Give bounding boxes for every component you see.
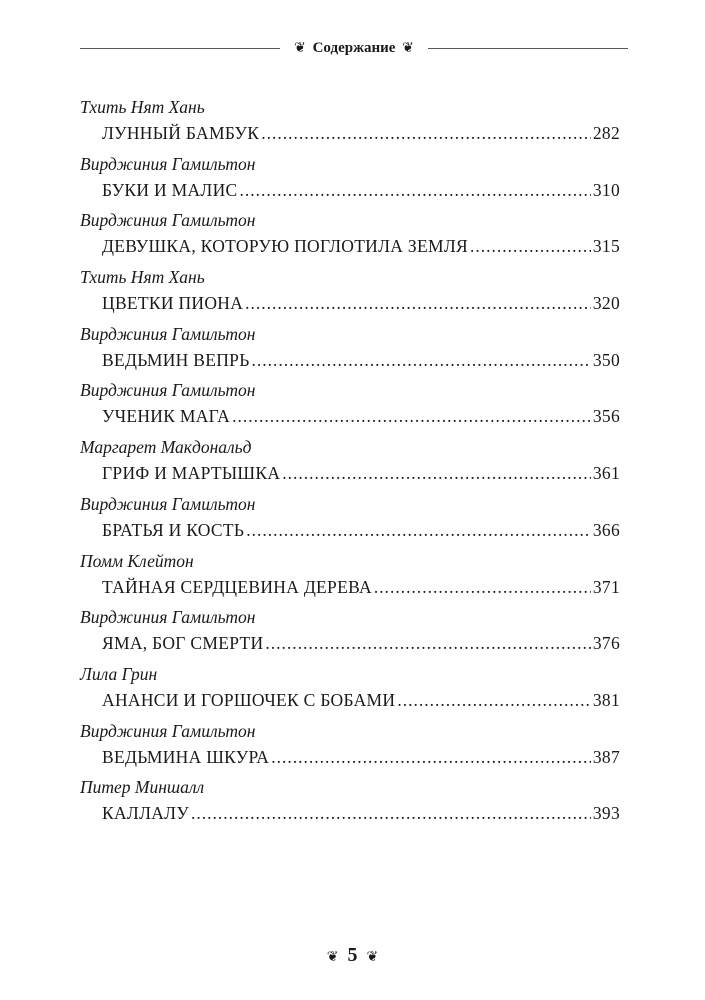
toc-entry[interactable] xyxy=(80,151,620,208)
toc-page: 282 xyxy=(592,123,620,143)
toc-author: Тхить Нят Хань xyxy=(80,97,205,117)
toc-author: Тхить Нят Хань xyxy=(80,267,205,288)
fleuron-left-icon: ❦ xyxy=(326,950,339,965)
toc-author: Вирджиния Гамильтон xyxy=(80,153,256,174)
running-header xyxy=(80,36,628,60)
toc-author: Вирджиния Гамильтон xyxy=(80,210,256,231)
toc-page: 371 xyxy=(592,576,620,597)
toc-author: Питер Миншалл xyxy=(80,777,205,798)
toc-entry[interactable] xyxy=(80,491,620,548)
toc-title: АНАНСИ И ГОРШОЧЕК С БОБАМИ xyxy=(102,689,396,710)
dot-leader xyxy=(282,460,591,486)
toc-page: 393 xyxy=(592,803,620,824)
toc-title: КАЛЛАЛУ xyxy=(102,803,190,824)
toc-entry[interactable] xyxy=(80,321,620,378)
dot-leader xyxy=(252,347,591,373)
dot-leader xyxy=(246,517,591,543)
page-footer xyxy=(0,944,705,967)
toc-title: ЯМА, БОГ СМЕРТИ xyxy=(102,633,264,654)
toc-entry[interactable] xyxy=(80,661,620,718)
toc-page: 376 xyxy=(592,633,620,654)
toc-entry[interactable] xyxy=(80,604,620,661)
toc-author: Вирджиния Гамильтон xyxy=(80,323,256,344)
dot-leader xyxy=(271,744,591,770)
toc-title: ЦВЕТКИ ПИОНА xyxy=(102,293,244,314)
dot-leader xyxy=(470,233,591,259)
page-number: 5 xyxy=(347,944,358,966)
dot-leader xyxy=(191,800,591,826)
header-title: Содержание xyxy=(312,40,396,56)
dot-leader xyxy=(265,630,590,656)
toc-author: Вирджиния Гамильтон xyxy=(80,607,256,628)
dot-leader xyxy=(261,120,591,146)
toc-entry[interactable] xyxy=(80,718,620,775)
dot-leader xyxy=(240,177,591,203)
toc-page: 366 xyxy=(592,519,620,540)
toc-author: Маргарет Макдональд xyxy=(80,437,252,458)
toc-page: 356 xyxy=(592,406,620,427)
toc-author: Помм Клейтон xyxy=(80,550,194,571)
toc-entry[interactable] xyxy=(80,548,620,605)
header-title-block xyxy=(80,36,628,61)
toc-title: ТАЙНАЯ СЕРДЦЕВИНА ДЕРЕВА xyxy=(102,576,372,597)
toc-page: 310 xyxy=(592,179,620,200)
toc-author: Вирджиния Гамильтон xyxy=(80,720,256,741)
toc-title: БРАТЬЯ И КОСТЬ xyxy=(102,519,245,540)
toc-page: 361 xyxy=(592,463,620,484)
toc-title: ДЕВУШКА, КОТОРУЮ ПОГЛОТИЛА ЗЕМЛЯ xyxy=(102,236,468,257)
toc-page: 350 xyxy=(592,349,620,370)
table-of-contents xyxy=(80,94,620,831)
toc-title: ВЕДЬМИНА ШКУРА xyxy=(102,746,270,767)
toc-page: 315 xyxy=(592,236,620,257)
toc-title: ЛУННЫЙ БАМБУК xyxy=(102,123,260,143)
fleuron-right-icon: ❦ xyxy=(402,41,414,56)
fleuron-left-icon: ❦ xyxy=(294,41,306,56)
toc-title: ВЕДЬМИН ВЕПРЬ xyxy=(102,349,250,370)
toc-title: БУКИ И МАЛИС xyxy=(102,179,238,200)
dot-leader xyxy=(245,290,591,316)
toc-author: Лила Грин xyxy=(80,663,158,684)
toc-author: Вирджиния Гамильтон xyxy=(80,380,256,401)
dot-leader xyxy=(397,687,591,713)
toc-author: Вирджиния Гамильтон xyxy=(80,493,256,514)
toc-page: 381 xyxy=(592,689,620,710)
toc-title: ГРИФ И МАРТЫШКА xyxy=(102,463,281,484)
toc-entry[interactable] xyxy=(80,207,620,264)
toc-page: 320 xyxy=(592,293,620,314)
toc-page: 387 xyxy=(592,746,620,767)
dot-leader xyxy=(232,403,591,429)
toc-entry[interactable] xyxy=(80,264,620,321)
toc-entry[interactable] xyxy=(80,774,620,831)
fleuron-right-icon: ❦ xyxy=(366,950,379,965)
toc-entry[interactable] xyxy=(80,377,620,434)
dot-leader xyxy=(374,574,591,600)
toc-entry[interactable] xyxy=(80,434,620,491)
toc-title: УЧЕНИК МАГА xyxy=(102,406,231,427)
toc-entry[interactable] xyxy=(80,94,620,151)
